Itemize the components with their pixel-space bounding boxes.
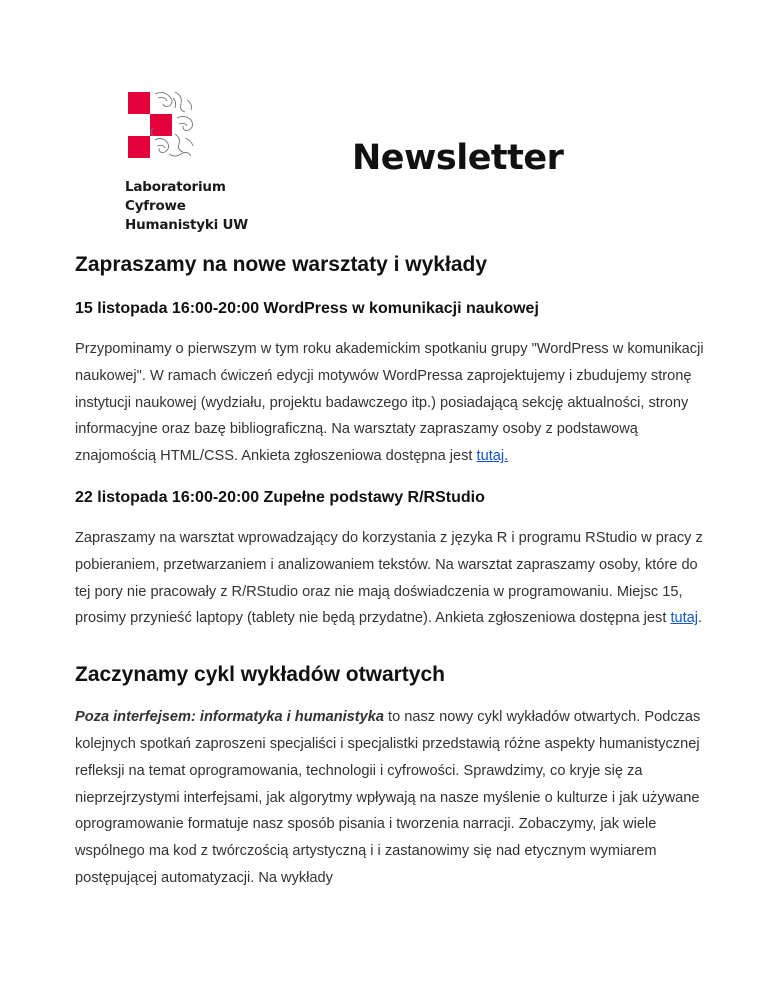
section-heading: Zaczynamy cykl wykładów otwartych bbox=[75, 663, 445, 687]
newsletter-content bbox=[75, 250, 715, 892]
section-heading: Zapraszamy na nowe warsztaty i wykłady bbox=[75, 253, 488, 276]
event-text: Zapraszamy na warsztat wprowadzający do korzystania z języka R i programu RStudio w pracy z pobieraniem, przetwarzaniem i analizowaniem tekstów. Na warsztat zapraszamy osoby, które do tej pory nie pracowały z R/RStudio oraz nie mają doświadczenia w programowaniu. Miejsc 15, prosimy przynieść laptopy (tablety nie będą przydatne). Ankieta zgłoszeniowa dostępna jest bbox=[75, 529, 703, 627]
event-title: 15 listopada 16:00-20:00 WordPress w komunikacji naukowej bbox=[75, 300, 539, 317]
registration-link[interactable]: tutaj bbox=[670, 610, 699, 627]
lab-logo-icon bbox=[125, 88, 205, 164]
event-description bbox=[75, 525, 715, 632]
logo-line: Laboratorium bbox=[125, 179, 226, 195]
logo-line: Humanistyki UW bbox=[125, 217, 248, 233]
event-description bbox=[75, 336, 715, 470]
lab-logo bbox=[125, 88, 265, 164]
event-text-after: . bbox=[698, 610, 703, 627]
lecture-description bbox=[75, 704, 715, 892]
lecture-series-name: Poza interfejsem: informatyka i humanistyka bbox=[75, 709, 384, 726]
registration-link[interactable]: tutaj. bbox=[476, 448, 509, 465]
event-text: Przypominamy o pierwszym w tym roku akademickim spotkaniu grupy "WordPress w komunikacji naukowej". W ramach ćwiczeń edycji motywów WordPressa zaprojektujemy i zbudujemy stronę instytucji naukowej (wydziału, projektu badawczego itp.) posiadającą sekcję aktualności, strony informacyjne oraz bazę bibliograficzną. Na warsztaty zapraszamy osoby z podstawową znajomością HTML/CSS. Ankieta zgłoszeniowa dostępna jest bbox=[75, 341, 704, 465]
event-title: 22 listopada 16:00-20:00 Zupełne podstawy R/RStudio bbox=[75, 488, 485, 506]
newsletter-title: Newsletter bbox=[352, 138, 564, 178]
logo-line: Cyfrowe bbox=[125, 198, 186, 214]
lecture-text: to nasz nowy cykl wykładów otwartych. Podczas kolejnych spotkań zaproszeni specjaliści i specjalistki przedstawią różne aspekty humanistycznej refleksji na temat oprogramowania, technologii i cyfrowości. Sprawdzimy, co kryje się za nieprzejrzystymi interfejsami, jak algorytmy wpływają na nasze myślenie o kulturze i jak używane oprogramowanie formatuje nasz sposób pisania i tworzenia narracji. Zobaczymy, jak wiele wspólnego ma kod z twórczością artystyczną i i zastanowimy się nad etycznym wymiarem postępującej automatyzacji. Na wykłady bbox=[75, 709, 701, 886]
logo-text bbox=[125, 178, 248, 235]
